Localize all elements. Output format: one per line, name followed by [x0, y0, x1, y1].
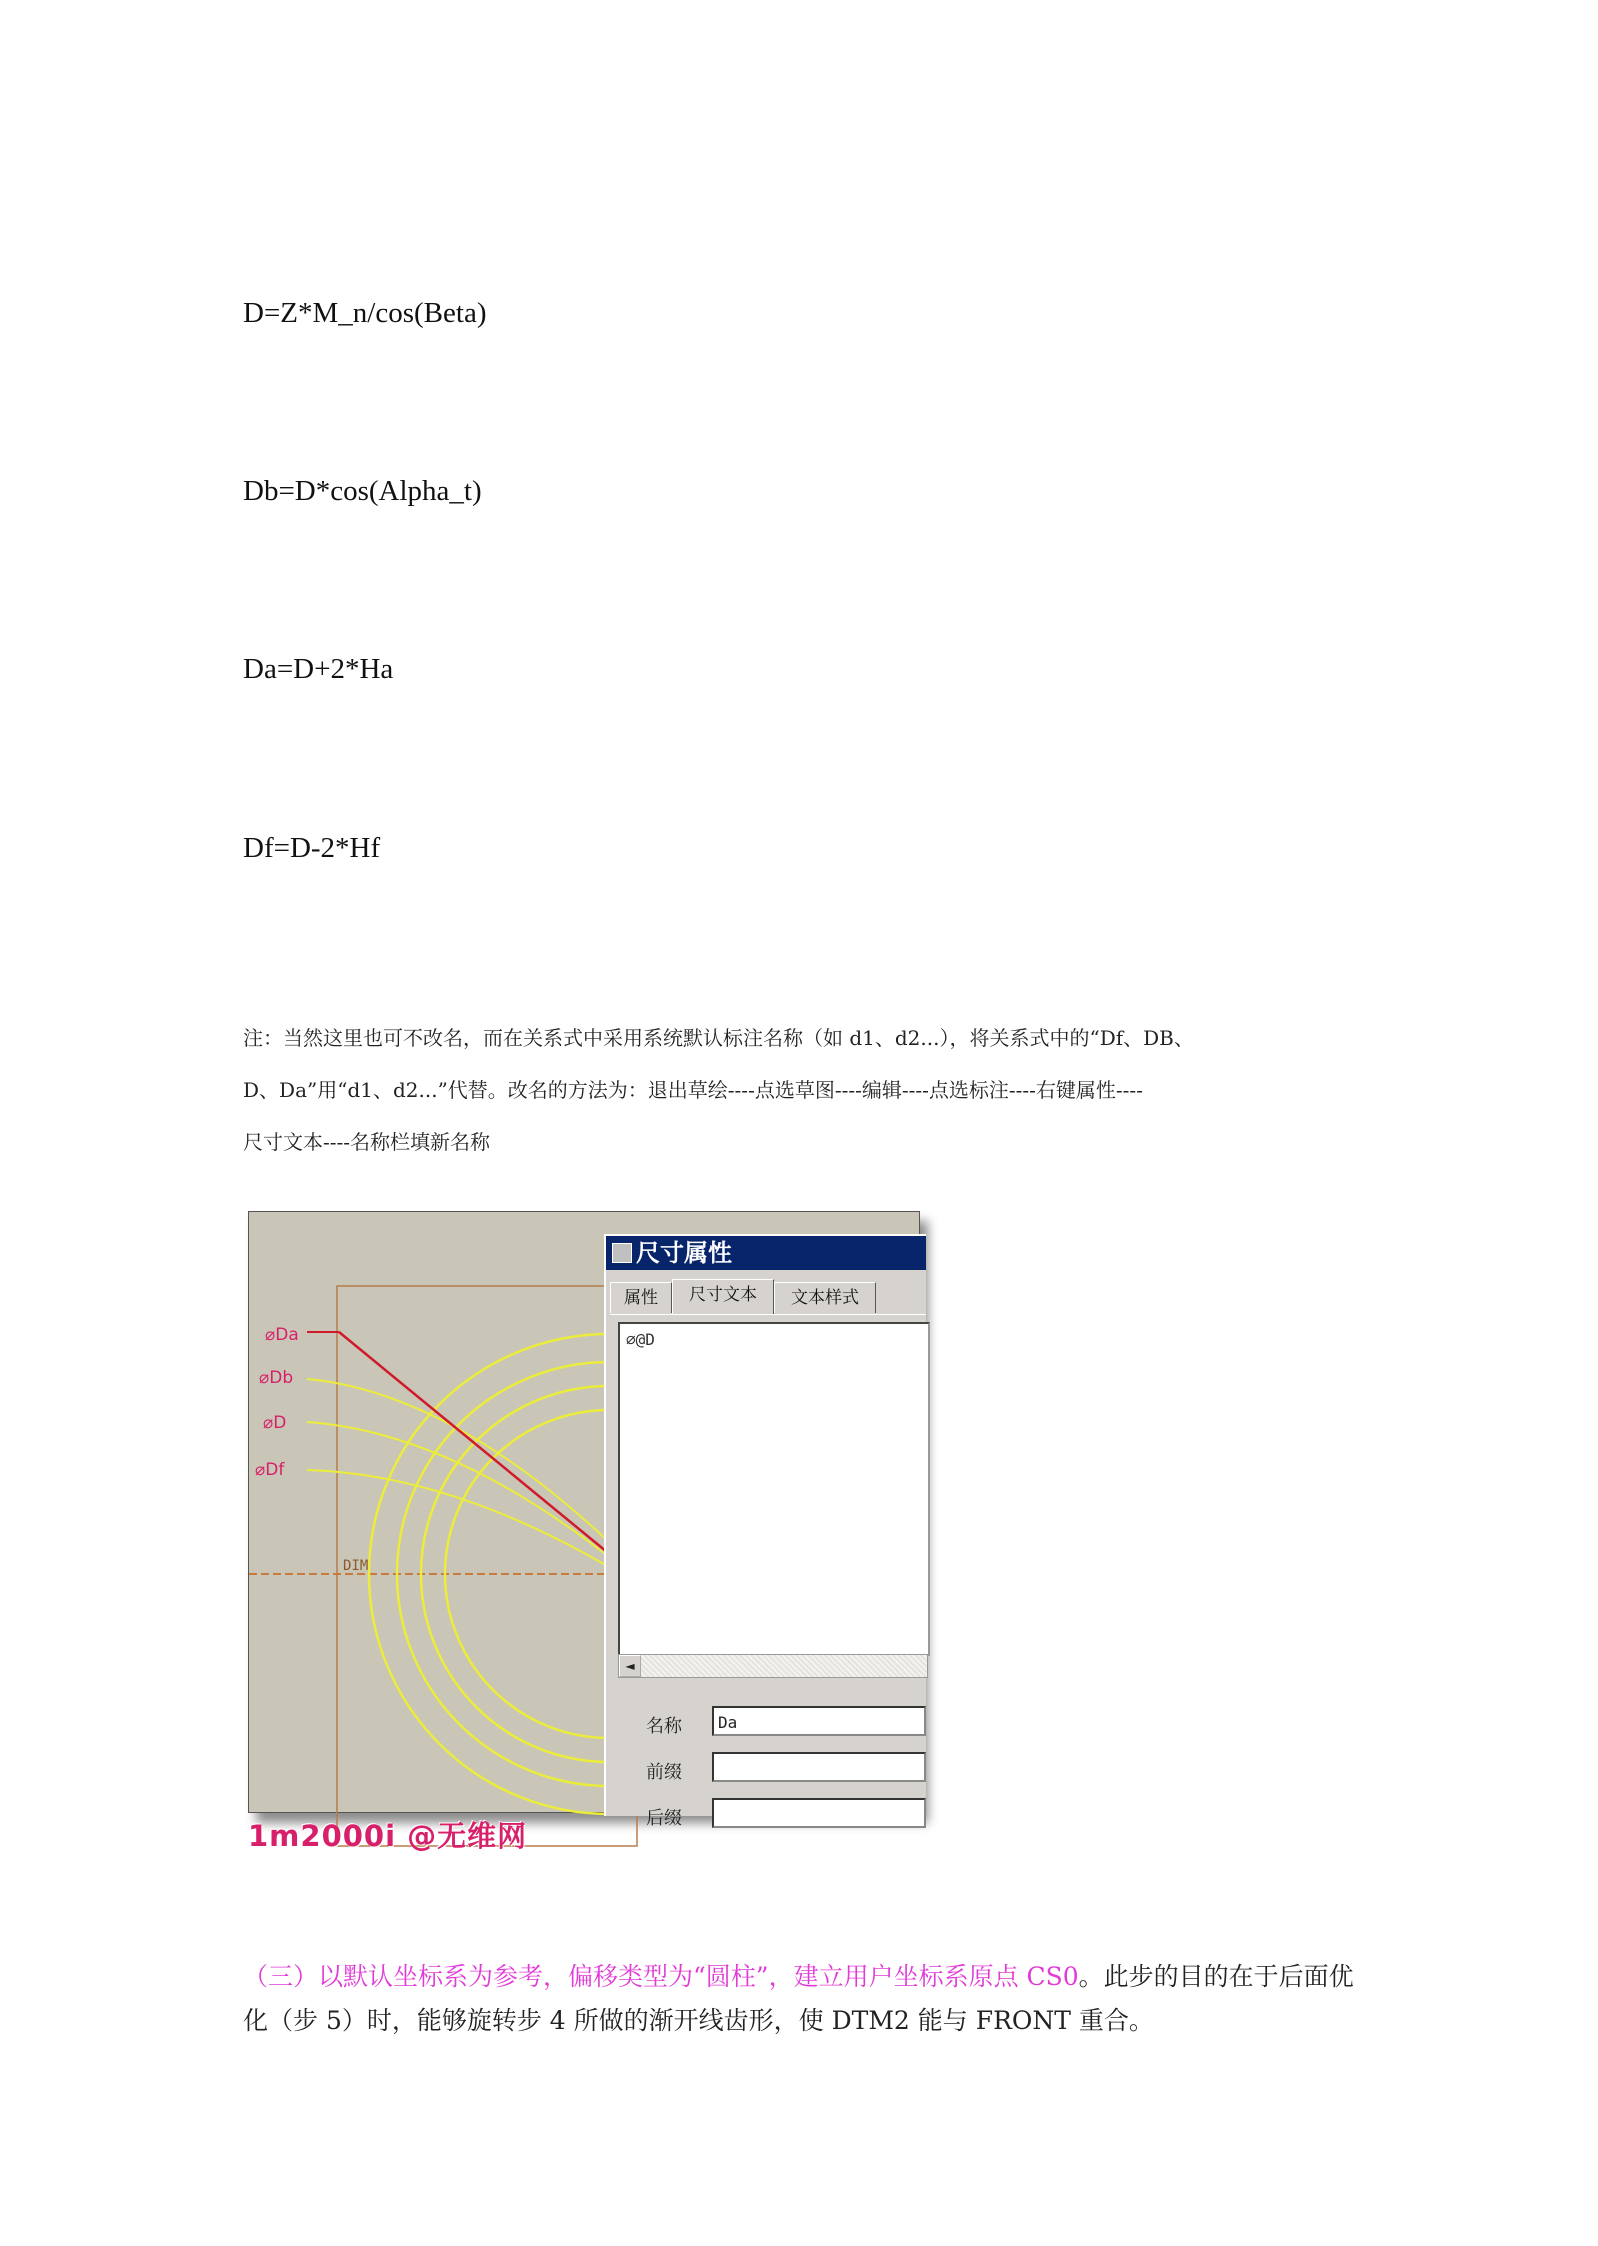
- horizontal-scrollbar[interactable]: [618, 1654, 928, 1678]
- name-field[interactable]: Da: [712, 1706, 926, 1736]
- suffix-field[interactable]: [712, 1798, 926, 1828]
- tab-dimension-text[interactable]: 尺寸文本: [672, 1279, 774, 1314]
- leader-lines: [307, 1379, 609, 1567]
- name-label: 名称: [646, 1716, 682, 1737]
- dim-value-text: DIM: [343, 1558, 369, 1574]
- formula-df: Df=D-2*Hf: [243, 832, 381, 864]
- step-three-heading: （三）以默认坐标系为参考，偏移类型为“圆柱”，建立用户坐标系原点 CS0: [243, 1962, 1079, 1991]
- dialog-tabs: [610, 1280, 926, 1315]
- dialog-titlebar: [606, 1236, 926, 1270]
- formula-d: D=Z*M_n/cos(Beta): [243, 297, 487, 329]
- step-three-paragraph: [243, 1955, 1373, 2043]
- dim-label-da: ⌀Da: [265, 1325, 299, 1345]
- dimension-properties-dialog: [604, 1234, 926, 1829]
- step-three-body: 。此步的目的在于后面优化（步 5）时，能够旋转步 4 所做的渐开线齿形，使 DTM2 能与 FRONT 重合。: [243, 1962, 1354, 2035]
- dim-label-db: ⌀Db: [259, 1368, 294, 1388]
- leader-d: [307, 1422, 609, 1557]
- dimension-properties-screenshot: [248, 1211, 918, 1853]
- leader-df: [307, 1470, 609, 1567]
- note-line-2: D、Da”用“d1、d2...”代替。改名的方法为：退出草绘----点选草图----编辑----点选标注----右键属性----: [243, 1078, 1143, 1102]
- window-icon: [612, 1243, 632, 1263]
- formula-db: Db=D*cos(Alpha_t): [243, 475, 482, 507]
- tab-text-style[interactable]: 文本样式: [774, 1282, 876, 1313]
- watermark: 1m2000i @无维网: [248, 1819, 528, 1853]
- prefix-field[interactable]: [712, 1752, 926, 1782]
- note-line-3: 尺寸文本----名称栏填新名称: [243, 1130, 491, 1154]
- rename-note: [243, 1012, 1373, 1168]
- scroll-left-button[interactable]: ◄: [619, 1655, 641, 1677]
- dialog-title: 尺寸属性: [636, 1239, 732, 1267]
- formula-da: Da=D+2*Ha: [243, 653, 394, 685]
- tab-properties[interactable]: 属性: [610, 1282, 672, 1313]
- dim-label-d: ⌀D: [263, 1413, 287, 1433]
- dim-label-df: ⌀Df: [255, 1460, 285, 1480]
- dimension-text-value: ⌀@D: [626, 1330, 655, 1349]
- dimension-text-area[interactable]: [618, 1322, 930, 1656]
- prefix-label: 前缀: [646, 1762, 682, 1783]
- screenshot-frame: [248, 1211, 920, 1829]
- note-line-1: 注：当然这里也可不改名，而在关系式中采用系统默认标注名称（如 d1、d2...），将关系式中的“Df、DB、: [243, 1026, 1194, 1050]
- suffix-label: 后缀: [646, 1808, 682, 1829]
